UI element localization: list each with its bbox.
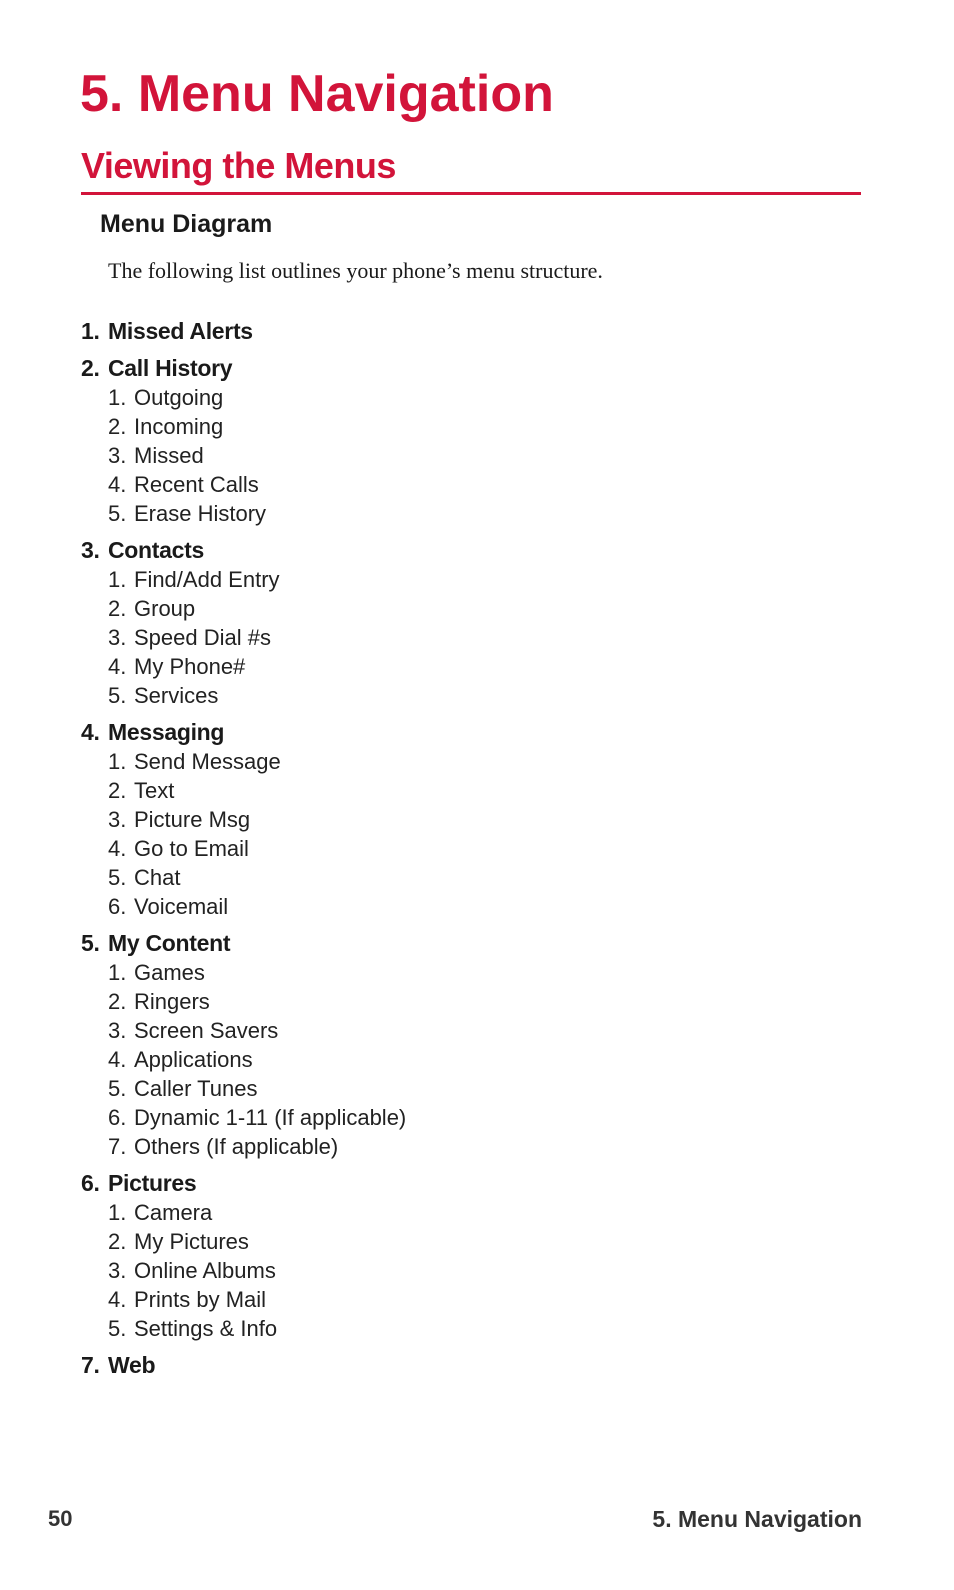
submenu-item-label: Ringers xyxy=(134,988,210,1014)
menu-item-heading xyxy=(81,928,781,958)
footer-chapter-title: 5. Menu Navigation xyxy=(652,1506,862,1532)
submenu-item xyxy=(108,499,781,528)
submenu-item-number: 1. xyxy=(108,566,127,592)
page-number: 50 xyxy=(48,1506,73,1531)
menu-item xyxy=(81,316,781,346)
submenu-item-label: Missed xyxy=(134,442,204,468)
submenu-item xyxy=(108,652,781,681)
submenu-item-number: 5. xyxy=(108,1315,127,1341)
submenu-item-label: Games xyxy=(134,959,205,985)
submenu-item-number: 5. xyxy=(108,682,127,708)
submenu-item-label: Erase History xyxy=(134,500,267,526)
menu-item-label: Missed Alerts xyxy=(108,317,253,344)
submenu-item-label: Find/Add Entry xyxy=(134,566,280,592)
submenu-item-number: 6. xyxy=(108,893,127,919)
submenu-item-number: 2. xyxy=(108,1228,127,1254)
submenu-item-label: Dynamic 1-11 (If applicable) xyxy=(134,1104,407,1130)
menu-item xyxy=(81,928,781,1161)
submenu-item-number: 4. xyxy=(108,1046,127,1072)
menu-item xyxy=(81,1350,781,1380)
submenu-item xyxy=(108,1045,781,1074)
submenu-item xyxy=(108,958,781,987)
menu-item-label: Web xyxy=(108,1351,156,1378)
menu-item-number: 4. xyxy=(81,718,100,745)
submenu-item-number: 1. xyxy=(108,384,127,410)
submenu-item-label: Go to Email xyxy=(134,835,249,861)
submenu-list xyxy=(81,747,781,921)
submenu-item-number: 2. xyxy=(108,413,127,439)
menu-item xyxy=(81,353,781,528)
submenu-item-label: Online Albums xyxy=(134,1257,276,1283)
submenu-item-label: Prints by Mail xyxy=(134,1286,267,1312)
submenu-item xyxy=(108,863,781,892)
submenu-item-number: 2. xyxy=(108,988,127,1014)
submenu-item-number: 3. xyxy=(108,806,127,832)
submenu-item xyxy=(108,834,781,863)
submenu-item-number: 4. xyxy=(108,653,127,679)
menu-item-heading xyxy=(81,1168,781,1198)
submenu-item-number: 5. xyxy=(108,1075,127,1101)
submenu-item-label: Caller Tunes xyxy=(134,1075,258,1101)
submenu-item xyxy=(108,470,781,499)
submenu-list xyxy=(81,958,781,1161)
menu-item-label: My Content xyxy=(108,929,231,956)
submenu-item-label: Settings & Info xyxy=(134,1315,278,1341)
submenu-item-number: 7. xyxy=(108,1133,127,1159)
submenu-item-number: 1. xyxy=(108,1199,127,1225)
submenu-item xyxy=(108,1256,781,1285)
submenu-item xyxy=(108,441,781,470)
submenu-item-number: 4. xyxy=(108,1286,127,1312)
submenu-item-number: 3. xyxy=(108,624,127,650)
submenu-item xyxy=(108,623,781,652)
submenu-item xyxy=(108,383,781,412)
menu-item-heading xyxy=(81,316,781,346)
submenu-item-label: Picture Msg xyxy=(134,806,251,832)
menu-item-number: 6. xyxy=(81,1169,100,1196)
menu-item-number: 2. xyxy=(81,354,100,381)
submenu-item-number: 5. xyxy=(108,500,127,526)
submenu-item-label: Camera xyxy=(134,1199,213,1225)
submenu-item-label: My Pictures xyxy=(134,1228,249,1254)
submenu-item-label: My Phone# xyxy=(134,653,246,679)
submenu-item-label: Applications xyxy=(134,1046,253,1072)
chapter-title: 5. Menu Navigation xyxy=(80,65,554,123)
submenu-item-number: 5. xyxy=(108,864,127,890)
menu-item-number: 1. xyxy=(81,317,100,344)
menu-item-heading xyxy=(81,535,781,565)
submenu-item-label: Recent Calls xyxy=(134,471,259,497)
submenu-list xyxy=(81,383,781,528)
submenu-item-label: Text xyxy=(134,777,175,803)
submenu-item-label: Incoming xyxy=(134,413,224,439)
menu-item-label: Messaging xyxy=(108,718,225,745)
submenu-item xyxy=(108,1132,781,1161)
submenu-item-number: 3. xyxy=(108,1017,127,1043)
subsection-title: Menu Diagram xyxy=(100,210,273,238)
menu-diagram xyxy=(81,316,781,1387)
submenu-item-label: Services xyxy=(134,682,219,708)
submenu-item xyxy=(108,1227,781,1256)
submenu-item xyxy=(108,747,781,776)
submenu-item-label: Outgoing xyxy=(134,384,224,410)
submenu-item xyxy=(108,776,781,805)
submenu-item xyxy=(108,1198,781,1227)
submenu-list xyxy=(81,565,781,710)
submenu-item-number: 3. xyxy=(108,1257,127,1283)
submenu-item-label: Speed Dial #s xyxy=(134,624,271,650)
submenu-item-label: Voicemail xyxy=(134,893,229,919)
submenu-item xyxy=(108,412,781,441)
menu-item xyxy=(81,535,781,710)
submenu-item-label: Chat xyxy=(134,864,181,890)
submenu-item-number: 1. xyxy=(108,959,127,985)
submenu-item xyxy=(108,1314,781,1343)
submenu-item-label: Group xyxy=(134,595,196,621)
menu-item xyxy=(81,1168,781,1343)
submenu-item xyxy=(108,1285,781,1314)
submenu-item xyxy=(108,681,781,710)
submenu-item-number: 3. xyxy=(108,442,127,468)
menu-item-number: 5. xyxy=(81,929,100,956)
submenu-item xyxy=(108,1016,781,1045)
submenu-list xyxy=(81,1198,781,1343)
submenu-item xyxy=(108,1103,781,1132)
submenu-item-number: 6. xyxy=(108,1104,127,1130)
submenu-item-number: 2. xyxy=(108,777,127,803)
submenu-item xyxy=(108,594,781,623)
menu-item-heading xyxy=(81,353,781,383)
menu-item-label: Contacts xyxy=(108,536,205,563)
submenu-item-label: Others (If applicable) xyxy=(134,1133,339,1159)
submenu-item-number: 1. xyxy=(108,748,127,774)
menu-item-number: 3. xyxy=(81,536,100,563)
submenu-item-number: 4. xyxy=(108,471,127,497)
submenu-item-label: Screen Savers xyxy=(134,1017,279,1043)
submenu-item xyxy=(108,565,781,594)
menu-item xyxy=(81,717,781,921)
section-title: Viewing the Menus xyxy=(81,145,396,186)
submenu-item xyxy=(108,987,781,1016)
menu-item-label: Call History xyxy=(108,354,233,381)
section-divider xyxy=(81,192,861,195)
submenu-item-label: Send Message xyxy=(134,748,281,774)
submenu-item xyxy=(108,892,781,921)
submenu-item-number: 4. xyxy=(108,835,127,861)
menu-item-number: 7. xyxy=(81,1351,100,1378)
menu-item-label: Pictures xyxy=(108,1169,197,1196)
submenu-item-number: 2. xyxy=(108,595,127,621)
intro-text: The following list outlines your phone’s menu structure. xyxy=(108,258,603,283)
submenu-item xyxy=(108,1074,781,1103)
menu-item-heading xyxy=(81,717,781,747)
menu-item-heading xyxy=(81,1350,781,1380)
submenu-item xyxy=(108,805,781,834)
